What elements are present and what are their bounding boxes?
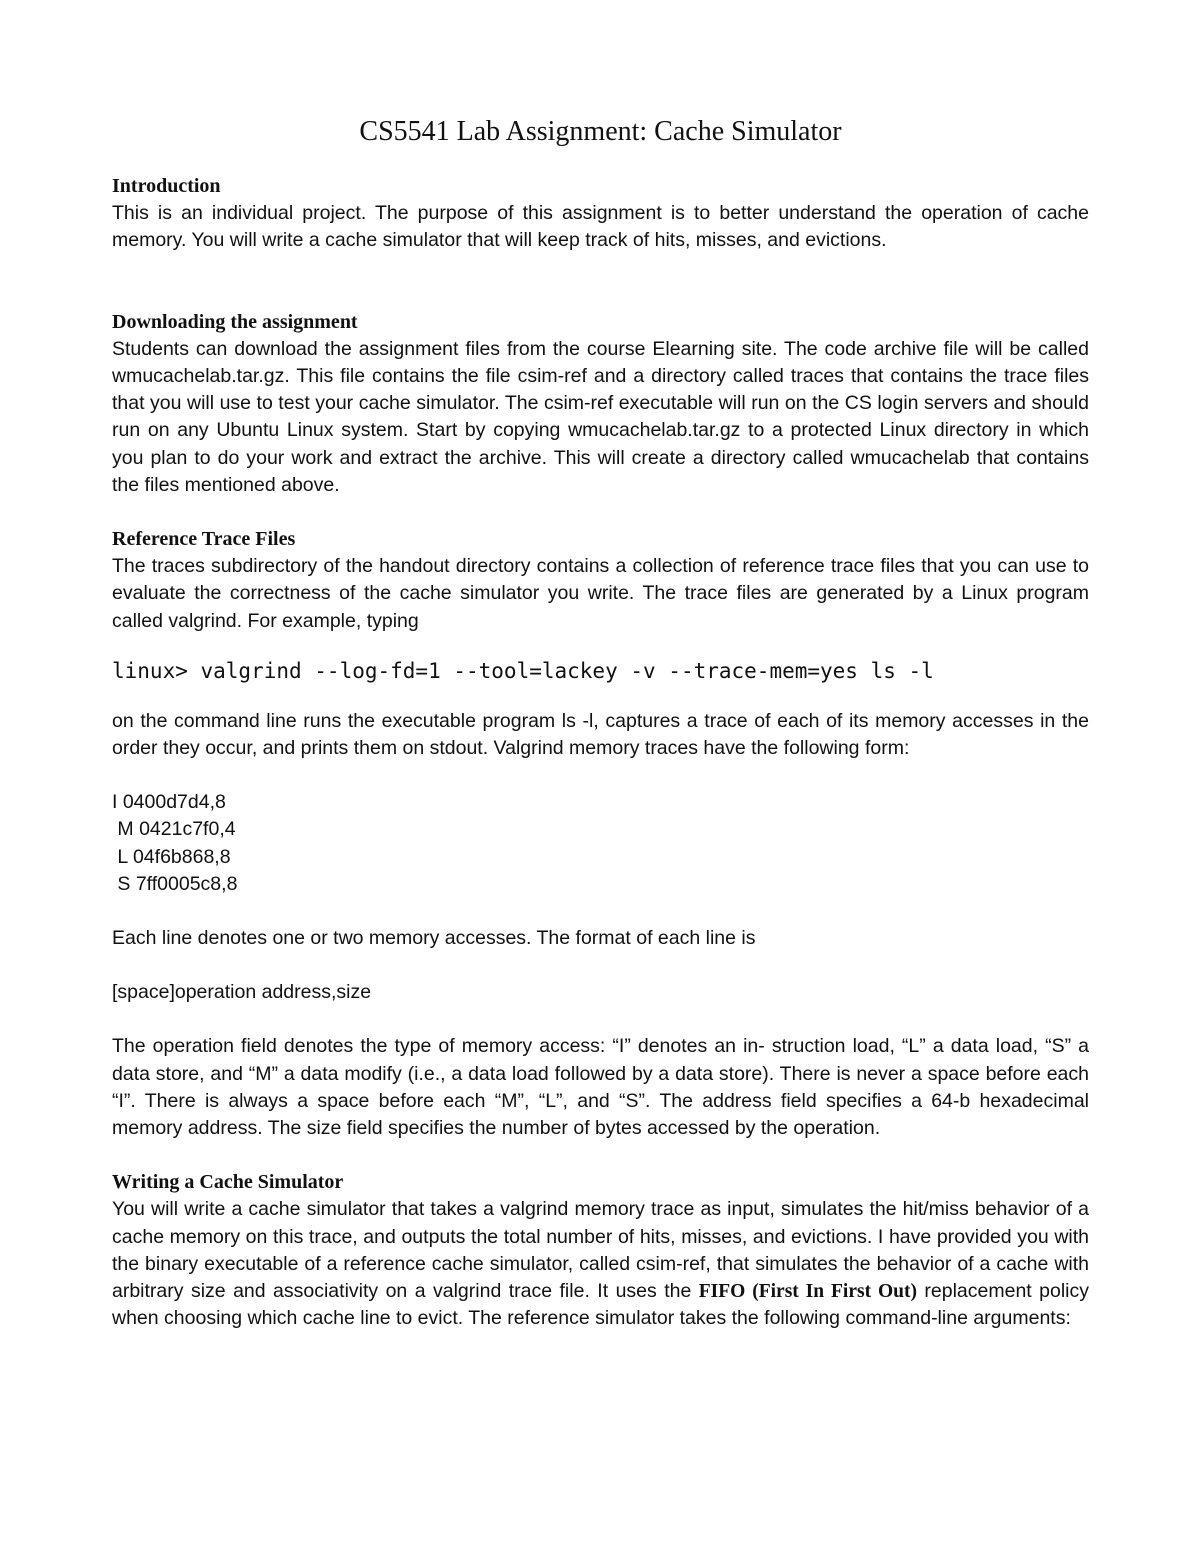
writing-text-start: You will write a cache simulator that takes a valgrind memory trace as input, simulates the hit/miss behavior of a cache memory on this trace, and outputs the total number of hits, misses, and evictions. I have provided you with the binary executable of a reference cache simulator, called csim-ref, that simulates the behavior of a cache with arbitrary size and associativity on a valgrind trace file. It uses the bbox=[112, 1198, 1089, 1303]
format-intro: Each line denotes one or two memory accesses. The format of each line is bbox=[112, 927, 756, 950]
document-page bbox=[112, 112, 1089, 1333]
writing-paragraph bbox=[112, 1196, 1089, 1332]
fifo-policy: FIFO (First In First Out) bbox=[698, 1281, 917, 1303]
trace-example bbox=[112, 789, 1089, 898]
trace-line: M 0421c7f0,4 bbox=[112, 818, 236, 841]
download-paragraph: Students can download the assignment files from the course Elearning site. The code archive file will be called wmucachelab.tar.gz. This file contains the file csim-ref and a directory called traces that contains the trace files that you will use to test your cache simulator. The csim-ref executable will run on the CS login servers and should run on any Ubuntu Linux system. Start by copying wmucachelab.tar.gz to a protected Linux directory in which you plan to do your work and extract the archive. This will create a directory called wmucachelab that contains the files mentioned above. bbox=[112, 337, 1089, 496]
trace-line: S 7ff0005c8,8 bbox=[112, 872, 238, 895]
reference-paragraph-1: The traces subdirectory of the handout directory contains a collection of reference trace files that you can use to evaluate the correctness of the cache simulator you write. The trace files are generated by a Linux program called valgrind. For example, typing bbox=[112, 555, 1089, 632]
reference-paragraph-2: on the command line runs the executable program ls -l, captures a trace of each of its memory accesses in the order they occur, and prints them on stdout. Valgrind memory traces have the following form: bbox=[112, 709, 1089, 760]
writing-heading: Writing a Cache Simulator bbox=[112, 1171, 344, 1194]
document-title: CS5541 Lab Assignment: Cache Simulator bbox=[359, 116, 842, 147]
download-heading: Downloading the assignment bbox=[112, 310, 358, 333]
valgrind-command: linux> valgrind --log-fd=1 --tool=lackey -v --trace-mem=yes ls -l bbox=[112, 658, 934, 683]
operation-description: The operation field denotes the type of memory access: “I” denotes an in- struction load, “L” a data load, “S” a data store, and “M” a data modify (i.e., a data load followed by a data store). There is never a space before each “I”. There is always a space before each “M”, “L”, and “S”. The address field specifies a 64-b hexadecimal memory address. The size field specifies the number of bytes accessed by the operation. bbox=[112, 1035, 1089, 1140]
trace-line: I 0400d7d4,8 bbox=[112, 791, 226, 814]
trace-line: L 04f6b868,8 bbox=[112, 845, 231, 868]
writing-text-end: replacement policy when choosing which cache line to evict. The reference simulator takes the following command-line arguments: bbox=[112, 1280, 1090, 1330]
format-spec: [space]operation address,size bbox=[112, 981, 372, 1004]
intro-heading: Introduction bbox=[112, 175, 221, 197]
intro-paragraph: This is an individual project. The purpose of this assignment is to better understand the operation of cache memory. You will write a cache simulator that will keep track of hits, misses, and evictions. bbox=[112, 202, 1089, 252]
reference-heading: Reference Trace Files bbox=[112, 528, 296, 551]
